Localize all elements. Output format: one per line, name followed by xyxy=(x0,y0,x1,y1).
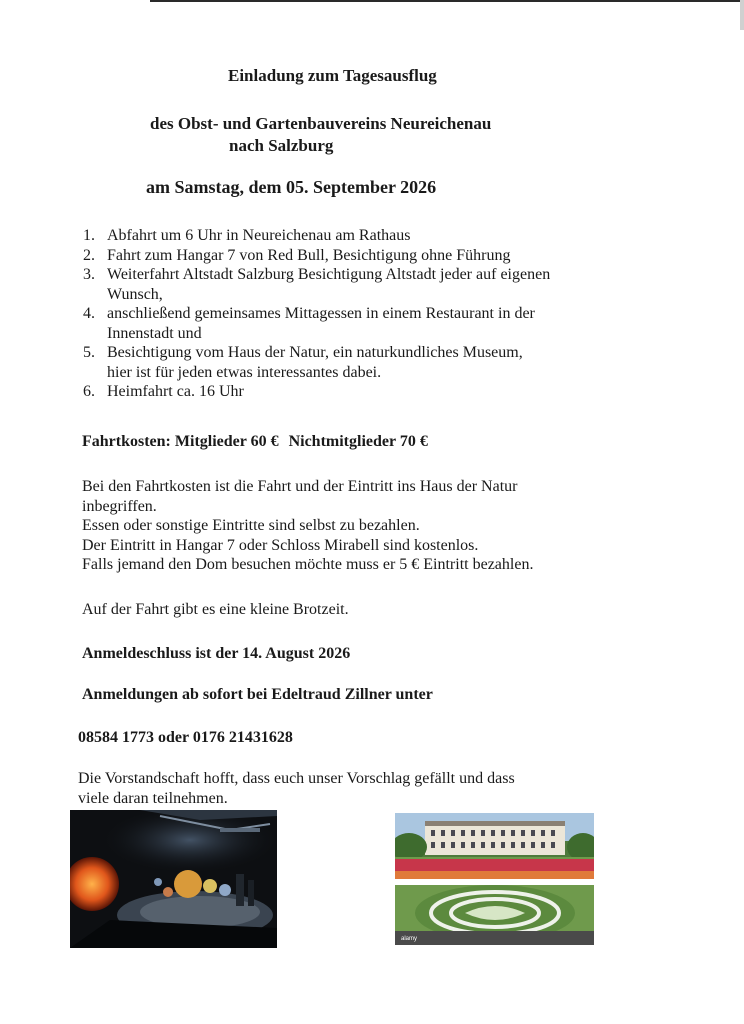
program-item-number: 5. xyxy=(83,344,95,361)
detail-line: inbegriffen. xyxy=(82,497,157,515)
club-name: des Obst- und Gartenbauvereins Neureichenau xyxy=(150,114,492,133)
costs-label: Fahrtkosten: xyxy=(82,433,171,450)
registration-contact: Anmeldungen ab sofort bei Edeltraud Zillner unter xyxy=(82,686,433,703)
program-item xyxy=(83,304,643,343)
program-item-number: 2. xyxy=(83,246,95,264)
mirabell-garden-illustration xyxy=(395,813,594,945)
travel-costs xyxy=(82,433,428,451)
program-item-text: Abfahrt um 6 Uhr in Neureichenau am Rathaus xyxy=(107,227,411,244)
registration-deadline: Anmeldeschluss ist der 14. August 2026 xyxy=(82,645,351,662)
planet-exhibit-illustration xyxy=(70,810,277,948)
snack-note: Auf der Fahrt gibt es eine kleine Brotzeit. xyxy=(82,601,349,618)
scan-edge-right xyxy=(740,0,744,30)
program-item-text: Weiterfahrt Altstadt Salzburg Besichtigung Altstadt jeder auf eigenen Wunsch, xyxy=(107,266,551,303)
program-item-text: Besichtigung vom Haus der Natur, ein naturkundliches Museum, hier ist für jeden etwas interessantes dabei. xyxy=(107,344,523,381)
program-item xyxy=(83,246,643,266)
planet-exhibit-photo xyxy=(70,810,277,948)
program-item-text: Heimfahrt ca. 16 Uhr xyxy=(107,383,244,400)
program-item xyxy=(83,226,643,246)
costs-non-members: Nichtmitglieder 70 € xyxy=(288,433,428,450)
program-list xyxy=(83,226,643,402)
program-item-text: Fahrt zum Hangar 7 von Red Bull, Besichtigung ohne Führung xyxy=(107,246,511,264)
closing-note xyxy=(78,769,618,808)
closing-line: viele daran teilnehmen. xyxy=(78,789,228,807)
mirabell-garden-photo xyxy=(395,813,594,945)
phone-numbers: 08584 1773 oder 0176 21431628 xyxy=(78,729,293,746)
program-item-number: 1. xyxy=(83,227,95,244)
scan-edge-top xyxy=(150,0,744,2)
invitation-title: Einladung zum Tagesausflug xyxy=(228,66,437,85)
detail-line: Bei den Fahrtkosten ist die Fahrt und der Eintritt ins Haus der Natur xyxy=(82,478,518,495)
detail-line: Falls jemand den Dom besuchen möchte muss er 5 € Eintritt bezahlen. xyxy=(82,556,534,573)
cost-details xyxy=(82,477,642,575)
program-item xyxy=(83,382,643,402)
trip-date: am Samstag, dem 05. September 2026 xyxy=(146,177,437,197)
destination: nach Salzburg xyxy=(229,136,334,155)
program-item-number: 6. xyxy=(83,383,95,400)
program-item-number: 4. xyxy=(83,305,95,322)
program-item xyxy=(83,343,643,382)
stock-watermark: alamy xyxy=(401,936,418,942)
program-item xyxy=(83,265,643,304)
costs-members: Mitglieder 60 € xyxy=(174,433,279,450)
detail-line: Essen oder sonstige Eintritte sind selbst zu bezahlen. xyxy=(82,517,420,534)
detail-line: Der Eintritt in Hangar 7 oder Schloss Mirabell sind kostenlos. xyxy=(82,536,479,554)
program-item-text: anschließend gemeinsames Mittagessen in einem Restaurant in der Innenstadt und xyxy=(107,305,535,342)
closing-line: Die Vorstandschaft hofft, dass euch unser Vorschlag gefällt und dass xyxy=(78,770,515,787)
program-item-number: 3. xyxy=(83,266,95,283)
